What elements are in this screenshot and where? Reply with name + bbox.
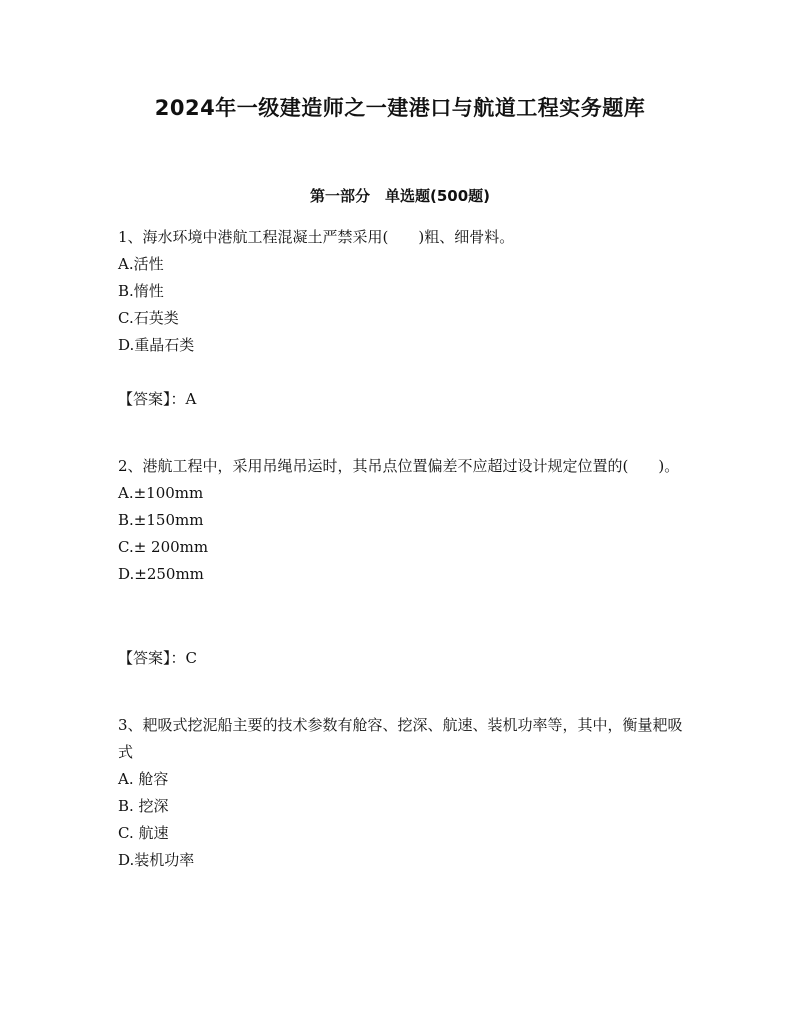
question-1-option-c: C.石英类 bbox=[118, 309, 179, 327]
question-1-option-a: A.活性 bbox=[118, 255, 164, 273]
document-title: 2024年一级建造师之一建港口与航道工程实务题库 bbox=[154, 96, 646, 120]
question-3 bbox=[118, 712, 688, 874]
question-2-option-c: C.± 200mm bbox=[118, 538, 209, 556]
question-2 bbox=[118, 453, 688, 588]
answer-value: C bbox=[185, 649, 197, 667]
question-3-stem: 3、耙吸式挖泥船主要的技术参数有舱容、挖深、航速、装机功率等，其中，衡量耙吸式 bbox=[118, 716, 683, 761]
question-1-stem: 1、海水环境中港航工程混凝土严禁采用( )粗、细骨料。 bbox=[118, 228, 515, 246]
question-3-option-c: C. 航速 bbox=[118, 824, 169, 842]
question-3-option-d: D.装机功率 bbox=[118, 851, 195, 869]
question-2-answer bbox=[118, 645, 197, 672]
answer-prefix: 【答案】： bbox=[118, 649, 186, 667]
question-2-option-b: B.±150mm bbox=[118, 511, 204, 529]
answer-value: A bbox=[185, 390, 197, 408]
question-1-option-d: D.重晶石类 bbox=[118, 336, 195, 354]
question-3-option-a: A. 舱容 bbox=[118, 770, 169, 788]
question-2-option-d: D.±250mm bbox=[118, 565, 204, 583]
question-2-stem: 2、港航工程中，采用吊绳吊运时，其吊点位置偏差不应超过设计规定位置的( )。 bbox=[118, 457, 680, 475]
section-heading: 第一部分 单选题(500题) bbox=[309, 187, 491, 205]
question-1 bbox=[118, 224, 688, 359]
answer-prefix: 【答案】： bbox=[118, 390, 186, 408]
question-3-option-b: B. 挖深 bbox=[118, 797, 169, 815]
question-2-option-a: A.±100mm bbox=[118, 484, 204, 502]
question-1-option-b: B.惰性 bbox=[118, 282, 164, 300]
question-1-answer bbox=[118, 386, 196, 413]
